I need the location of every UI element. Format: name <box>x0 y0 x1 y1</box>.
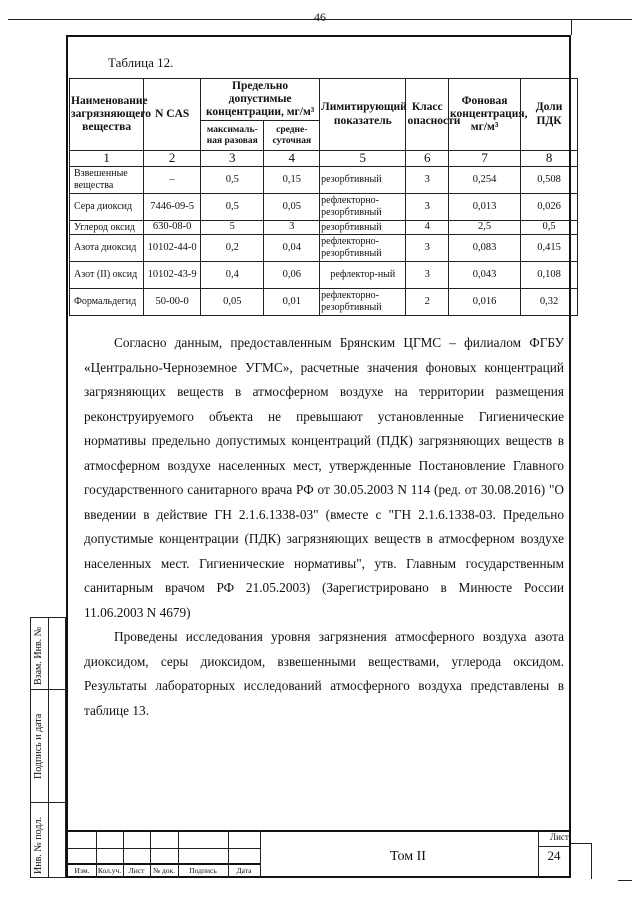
header-background: Фоновая концентрация, мг/м³ <box>449 79 521 151</box>
cell-background: 2,5 <box>449 220 521 234</box>
cell-limiting: рефлектор-ный <box>320 261 406 288</box>
paragraph-background-concentrations: Согласно данным, предоставленным Брянским ЦГМС – филиалом ФГБУ «Центрально-Черноземное УГМС», расчетные значения фоновых концентраций загрязняющих веществ в атмосферном воздухе на территории размещения реконструируемого объекта не превышают установленные Гигиенические нормативы предельно допустимых концентраций (ПДК) загрязняющих веществ в атмосферном воздухе населенных мест, утвержденные Постановление Главного государственного санитарного врача РФ от 30.05.2003 N 114 (ред. от 30.08.2016) "О введении в действие ГН 2.1.6.1338-03" (вместе с "ГН 2.1.6.1338-03. Предельно допустимые концентрации (ПДК) загрязняющих веществ в атмосферном воздухе населенных мест. Гигиенические нормативы", утв. Главным государственным санитарным врачом РФ 21.05.2003) (Зарегистрировано в Минюсте России 11.06.2003 N 4679) <box>84 335 564 620</box>
bottom-right-mark <box>618 880 632 881</box>
header-class: Класс опасности <box>406 79 449 151</box>
cell-name: Азот (II) оксид <box>70 261 144 288</box>
cell-class: 3 <box>406 166 449 193</box>
table-row <box>70 220 578 234</box>
top-border-line <box>8 19 632 20</box>
pollutant-table <box>69 78 578 316</box>
table-row <box>70 261 578 288</box>
table-caption: Таблица 12. <box>108 55 174 70</box>
column-number: 3 <box>201 151 264 167</box>
cell-share: 0,026 <box>521 193 578 220</box>
cell-max: 5 <box>201 220 264 234</box>
title-block <box>68 830 570 877</box>
cell-background: 0,016 <box>449 288 521 315</box>
cell-limiting: рефлекторно-резорбтивный <box>320 193 406 220</box>
label-doc-no: № док. <box>152 866 176 875</box>
cell-cas: 630-08-0 <box>144 220 201 234</box>
table-row <box>70 166 578 193</box>
header-cas: N CAS <box>144 79 201 151</box>
table-row <box>70 193 578 220</box>
column-number: 8 <box>521 151 578 167</box>
header-pdk-daily: средне-суточная <box>264 121 320 151</box>
label-date: Дата <box>236 866 252 875</box>
label-kol-uch: Кол.уч. <box>97 866 122 875</box>
cell-daily: 0,04 <box>264 234 320 261</box>
cell-share: 0,108 <box>521 261 578 288</box>
stamp-inv-replace: Взам. Инв. № <box>33 626 44 685</box>
cell-max: 0,4 <box>201 261 264 288</box>
header-pdk-max: максималь-ная разовая <box>201 121 264 151</box>
cell-class: 3 <box>406 193 449 220</box>
cell-cas: – <box>144 166 201 193</box>
cell-cas: 7446-09-5 <box>144 193 201 220</box>
cell-max: 0,05 <box>201 288 264 315</box>
cell-name: Формальдегид <box>70 288 144 315</box>
cell-background: 0,043 <box>449 261 521 288</box>
label-list: Лист <box>128 866 145 875</box>
cell-daily: 0,05 <box>264 193 320 220</box>
cell-share: 0,5 <box>521 220 578 234</box>
cell-class: 2 <box>406 288 449 315</box>
cell-class: 3 <box>406 261 449 288</box>
column-number: 2 <box>144 151 201 167</box>
cell-limiting: рефлекторно-резорбтивный <box>320 288 406 315</box>
page-number: 46 <box>314 10 326 24</box>
cell-background: 0,083 <box>449 234 521 261</box>
sheet-label: Лист <box>550 832 569 842</box>
stamp-sign-date: Подпись и дата <box>33 713 44 779</box>
cell-daily: 0,06 <box>264 261 320 288</box>
cell-background: 0,013 <box>449 193 521 220</box>
cell-name: Взвешенные вещества <box>70 166 144 193</box>
cell-limiting: резорбтивный <box>320 166 406 193</box>
cell-daily: 3 <box>264 220 320 234</box>
header-share: Доли ПДК <box>521 79 578 151</box>
stamp-inv-original: Инв. № подл. <box>33 817 44 874</box>
cell-max: 0,5 <box>201 193 264 220</box>
label-izm: Изм. <box>74 866 90 875</box>
header-name: Наименование загрязняющего вещества <box>70 79 144 151</box>
column-number: 4 <box>264 151 320 167</box>
table-row <box>70 288 578 315</box>
cell-daily: 0,15 <box>264 166 320 193</box>
cell-cas: 10102-44-0 <box>144 234 201 261</box>
volume-label: Том II <box>390 849 426 864</box>
cell-share: 0,415 <box>521 234 578 261</box>
cell-limiting: резорбтивный <box>320 220 406 234</box>
top-right-tick <box>571 19 572 35</box>
cell-max: 0,5 <box>201 166 264 193</box>
cell-class: 3 <box>406 234 449 261</box>
cell-name: Азота диоксид <box>70 234 144 261</box>
cell-name: Сера диоксид <box>70 193 144 220</box>
column-number: 1 <box>70 151 144 167</box>
cell-max: 0,2 <box>201 234 264 261</box>
left-stamp <box>30 617 66 878</box>
cell-cas: 10102-43-9 <box>144 261 201 288</box>
cell-name: Углерод оксид <box>70 220 144 234</box>
table-row <box>70 234 578 261</box>
column-number: 5 <box>320 151 406 167</box>
sheet-number: 24 <box>547 848 561 863</box>
cell-limiting: рефлекторно-резорбтивный <box>320 234 406 261</box>
column-number: 7 <box>449 151 521 167</box>
cell-cas: 50-00-0 <box>144 288 201 315</box>
cell-background: 0,254 <box>449 166 521 193</box>
bottom-right-bracket <box>571 843 592 879</box>
cell-share: 0,32 <box>521 288 578 315</box>
label-signature: Подпись <box>189 866 217 875</box>
cell-class: 4 <box>406 220 449 234</box>
header-limiting: Лимитирующий показатель <box>320 79 406 151</box>
cell-daily: 0,01 <box>264 288 320 315</box>
column-number: 6 <box>406 151 449 167</box>
header-pdk: Предельно допустимые концентрации, мг/м³ <box>201 79 320 121</box>
paragraph-studies: Проведены исследования уровня загрязнения атмосферного воздуха азота диоксидом, серы диоксидом, взвешенными веществами, углерода оксидом. Результаты лабораторных исследований атмосферного воздуха представлены в таблице 13. <box>84 629 564 718</box>
cell-share: 0,508 <box>521 166 578 193</box>
